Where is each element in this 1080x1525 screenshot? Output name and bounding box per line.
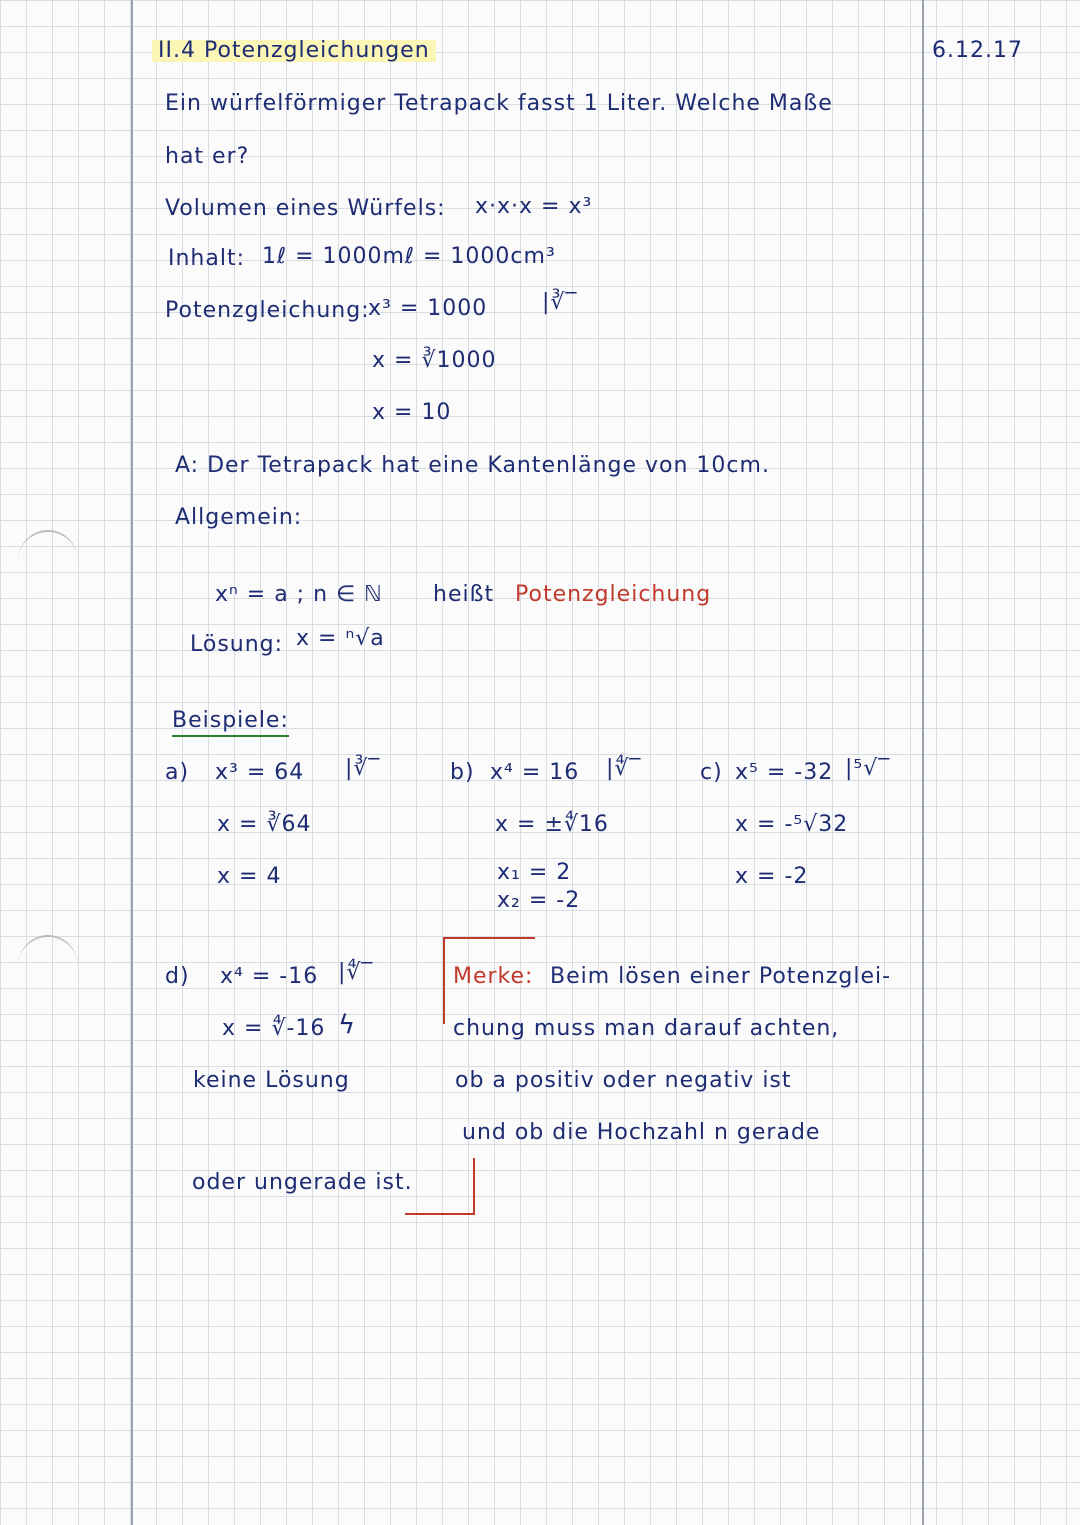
general-formula: xⁿ = a ; n ∈ ℕ <box>215 582 383 607</box>
example-c-step-2: x = -2 <box>735 864 809 889</box>
example-d-step-1: x = ∜-16 <box>222 1016 326 1041</box>
merke-box-end <box>405 1158 475 1215</box>
example-a-step-2: x = 4 <box>217 864 282 889</box>
content-expr: 1ℓ = 1000mℓ = 1000cm³ <box>262 244 556 269</box>
punch-hole-top <box>18 530 78 592</box>
example-d-equation: x⁴ = -16 <box>220 964 319 989</box>
margin-line-right <box>922 0 924 1525</box>
general-heading: Allgemein: <box>175 505 303 530</box>
example-a-equation: x³ = 64 <box>215 760 305 785</box>
merke-line-4: und ob die Hochzahl n gerade <box>462 1120 821 1145</box>
example-a-step-1: x = ∛64 <box>217 812 312 837</box>
merke-label: Merke: <box>453 964 534 989</box>
example-d-label: d) <box>165 964 190 989</box>
intro-line-2: hat er? <box>165 144 250 169</box>
example-b-label: b) <box>450 760 475 785</box>
intro-line-1: Ein würfelförmiger Tetrapack fasst 1 Liter. Welche Maße <box>165 91 833 116</box>
solution-label: Lösung: <box>190 632 284 657</box>
example-d-result: keine Lösung <box>193 1068 350 1093</box>
example-b-step-2: x₁ = 2 <box>497 860 572 885</box>
general-formula-text: heißt <box>433 582 495 607</box>
example-a-label: a) <box>165 760 190 785</box>
content-label: Inhalt: <box>168 246 246 271</box>
punch-hole-bottom <box>18 935 78 997</box>
merke-line-5: oder ungerade ist. <box>192 1170 413 1195</box>
example-c-step-1: x = -⁵√32 <box>735 812 849 837</box>
general-formula-name: Potenzgleichung <box>515 582 712 607</box>
example-a-operation: |∛‾ <box>345 756 381 781</box>
example-b-step-1: x = ±∜16 <box>495 812 609 837</box>
volume-label: Volumen eines Würfels: <box>165 196 446 221</box>
intro-step-1: x = ∛1000 <box>372 348 497 373</box>
solution-expr: x = ⁿ√a <box>296 626 385 651</box>
merke-line-2: chung muss man darauf achten, <box>453 1016 840 1041</box>
example-b-operation: |∜‾ <box>606 756 642 781</box>
example-b-equation: x⁴ = 16 <box>490 760 580 785</box>
example-d-operation: |∜‾ <box>338 960 374 985</box>
contradiction-icon: ϟ <box>338 1010 356 1040</box>
merke-line-3: ob a positiv oder negativ ist <box>455 1068 792 1093</box>
page-title: II.4 Potenzgleichungen <box>152 40 436 62</box>
equation-label: Potenzgleichung: <box>165 298 370 323</box>
example-c-operation: |⁵√‾ <box>845 756 891 781</box>
margin-line-left <box>131 0 133 1525</box>
example-c-label: c) <box>700 760 723 785</box>
example-b-step-3: x₂ = -2 <box>497 888 581 913</box>
equation-expr: x³ = 1000 <box>368 296 488 321</box>
merke-line-1: Beim lösen einer Potenzglei- <box>550 964 892 989</box>
intro-answer: A: Der Tetrapack hat eine Kantenlänge von 10cm. <box>175 453 770 478</box>
example-c-equation: x⁵ = -32 <box>735 760 834 785</box>
volume-expr: x·x·x = x³ <box>475 194 593 219</box>
page-date: 6.12.17 <box>932 38 1023 63</box>
examples-heading: Beispiele: <box>172 710 289 732</box>
equation-operation: |∛‾ <box>542 290 578 315</box>
intro-step-2: x = 10 <box>372 400 452 425</box>
